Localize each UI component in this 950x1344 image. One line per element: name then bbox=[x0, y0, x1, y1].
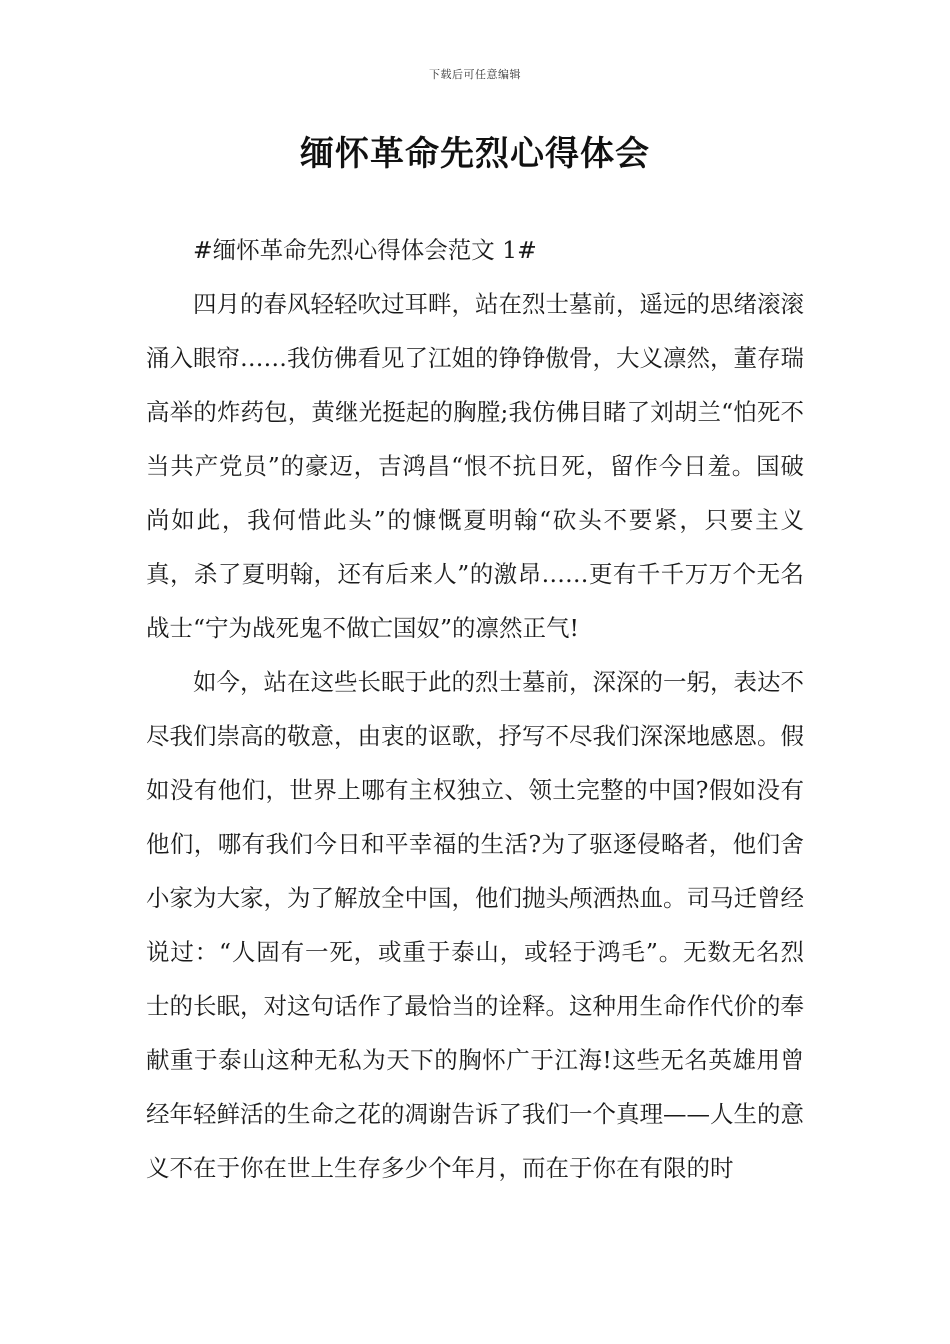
section-heading: #缅怀革命先烈心得体会范文 1# bbox=[193, 236, 537, 264]
document-title: 缅怀革命先烈心得体会 bbox=[300, 134, 650, 174]
paragraph-2: 如今，站在这些长眠于此的烈士墓前，深深的一躬，表达不尽我们崇高的敬意，由衷的讴歌，抒写不尽我们深深地感恩。假如没有他们，世界上哪有主权独立、领土完整的中国?假如没有他们，哪有我们今日和平幸福的生活?为了驱逐侵略者，他们舍小家为大家，为了解放全中国，他们抛头颅洒热血。司马迁曾经说过：“人固有一死，或重于泰山，或轻于鸿毛”。无数无名烈士的长眠，对这句话作了最恰当的诠释。这种用生命作代价的奉献重于泰山这种无私为天下的胸怀广于江海!这些无名英雄用曾经年轻鲜活的生命之花的凋谢告诉了我们一个真理——人生的意义不在于你在世上生存多少个年月，而在于你在有限的时 bbox=[146, 668, 804, 1182]
paragraph-1: 四月的春风轻轻吹过耳畔，站在烈士墓前，遥远的思绪滚滚涌入眼帘……我仿佛看见了江姐的铮铮傲骨，大义凛然，董存瑞高举的炸药包，黄继光挺起的胸膛;我仿佛目睹了刘胡兰“怕死不当共产党员”的豪迈，吉鸿昌“恨不抗日死，留作今日羞。国破尚如此，我何惜此头”的慷慨夏明翰“砍头不要紧，只要主义真，杀了夏明翰，还有后来人”的激昂……更有千千万万个无名战士“宁为战死鬼不做亡国奴”的凛然正气! bbox=[146, 290, 804, 642]
header-note: 下载后可任意编辑 bbox=[429, 68, 521, 81]
document-body bbox=[146, 223, 804, 1195]
